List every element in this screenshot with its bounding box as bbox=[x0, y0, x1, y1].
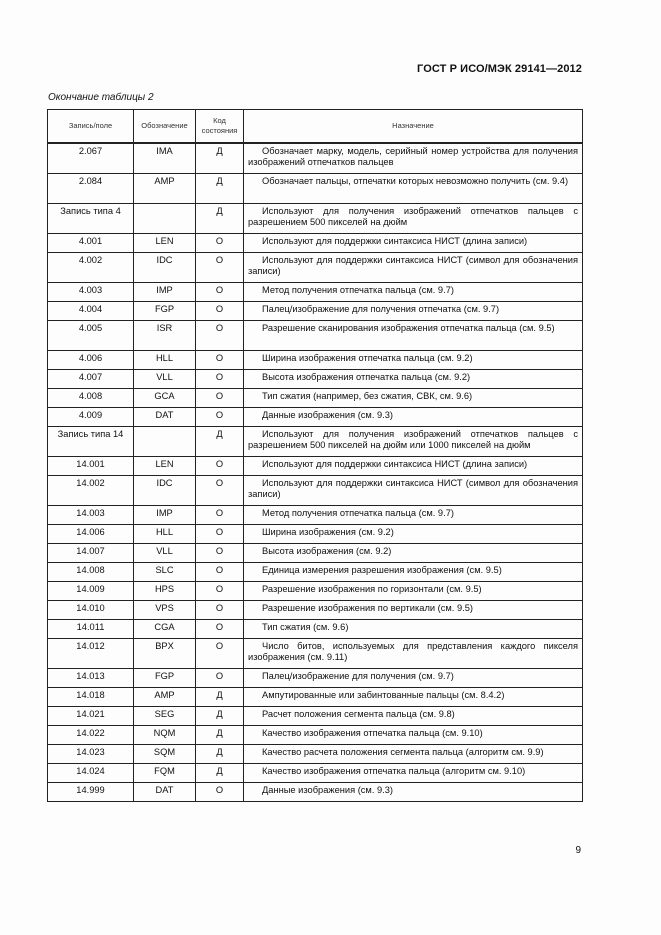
cell-description: Используют для получения изображений отпечатков пальцев с разрешением 500 пикселей на дюйм или 1000 пикселей на дюйм bbox=[244, 427, 583, 457]
cell-description: Высота изображения (см. 9.2) bbox=[244, 544, 583, 563]
cell-description: Палец/изображение для получения отпечатка (см. 9.7) bbox=[244, 302, 583, 321]
cell-field: 4.007 bbox=[48, 370, 134, 389]
cell-description: Качество изображения отпечатка пальца (см. 9.10) bbox=[244, 726, 583, 745]
cell-code: HLL bbox=[134, 351, 196, 370]
cell-description: Ампутированные или забинтованные пальцы (см. 8.4.2) bbox=[244, 688, 583, 707]
cell-field: 14.021 bbox=[48, 707, 134, 726]
cell-field: 14.003 bbox=[48, 506, 134, 525]
table-row bbox=[48, 783, 583, 802]
cell-status: О bbox=[196, 525, 244, 544]
cell-field: 14.006 bbox=[48, 525, 134, 544]
cell-field: 4.005 bbox=[48, 321, 134, 351]
table-row bbox=[48, 620, 583, 639]
cell-code: VPS bbox=[134, 601, 196, 620]
table-row bbox=[48, 174, 583, 204]
table-row bbox=[48, 253, 583, 283]
table-row bbox=[48, 476, 583, 506]
table-row bbox=[48, 601, 583, 620]
cell-code: LEN bbox=[134, 234, 196, 253]
cell-code: ISR bbox=[134, 321, 196, 351]
cell-field: 14.012 bbox=[48, 639, 134, 669]
cell-field: 14.999 bbox=[48, 783, 134, 802]
cell-code: DAT bbox=[134, 783, 196, 802]
cell-description: Данные изображения (см. 9.3) bbox=[244, 408, 583, 427]
cell-description: Расчет положения сегмента пальца (см. 9.8) bbox=[244, 707, 583, 726]
cell-status: О bbox=[196, 783, 244, 802]
cell-description: Метод получения отпечатка пальца (см. 9.7) bbox=[244, 506, 583, 525]
cell-description: Используют для поддержки синтаксиса НИСТ (символ для обозначения записи) bbox=[244, 253, 583, 283]
cell-code: FGP bbox=[134, 302, 196, 321]
cell-status: Д bbox=[196, 174, 244, 204]
cell-field: 14.002 bbox=[48, 476, 134, 506]
cell-code bbox=[134, 427, 196, 457]
column-header-status: Код состояния bbox=[196, 110, 244, 144]
cell-description: Используют для получения изображений отпечатков пальцев с разрешением 500 пикселей на дюйм bbox=[244, 204, 583, 234]
cell-status: О bbox=[196, 234, 244, 253]
table-row bbox=[48, 525, 583, 544]
cell-field: 14.001 bbox=[48, 457, 134, 476]
table-row bbox=[48, 302, 583, 321]
cell-description: Используют для поддержки синтаксиса НИСТ (символ для обозначения записи) bbox=[244, 476, 583, 506]
cell-field: 14.008 bbox=[48, 563, 134, 582]
table-row bbox=[48, 204, 583, 234]
page-number: 9 bbox=[575, 845, 581, 856]
cell-code: SQM bbox=[134, 745, 196, 764]
document-header: ГОСТ Р ИСО/МЭК 29141—2012 bbox=[417, 63, 582, 75]
table-row bbox=[48, 726, 583, 745]
cell-code: VLL bbox=[134, 370, 196, 389]
cell-description: Данные изображения (см. 9.3) bbox=[244, 783, 583, 802]
cell-status: Д bbox=[196, 688, 244, 707]
cell-code: HLL bbox=[134, 525, 196, 544]
column-header-field: Запись/поле bbox=[48, 110, 134, 144]
cell-code: IMP bbox=[134, 506, 196, 525]
cell-code: LEN bbox=[134, 457, 196, 476]
cell-description: Качество изображения отпечатка пальца (алгоритм см. 9.10) bbox=[244, 764, 583, 783]
cell-status: О bbox=[196, 506, 244, 525]
table-row bbox=[48, 408, 583, 427]
table-row bbox=[48, 669, 583, 688]
cell-field: 14.018 bbox=[48, 688, 134, 707]
cell-description: Тип сжатия (например, без сжатия, СВК, см. 9.6) bbox=[244, 389, 583, 408]
cell-code: IDC bbox=[134, 476, 196, 506]
table-row bbox=[48, 389, 583, 408]
table-row bbox=[48, 563, 583, 582]
cell-field: 2.067 bbox=[48, 143, 134, 174]
cell-status: Д bbox=[196, 427, 244, 457]
cell-status: Д bbox=[196, 707, 244, 726]
cell-status: О bbox=[196, 389, 244, 408]
cell-description: Число битов, используемых для представления каждого пикселя изображения (см. 9.11) bbox=[244, 639, 583, 669]
cell-status: О bbox=[196, 563, 244, 582]
cell-code: HPS bbox=[134, 582, 196, 601]
cell-code: IMA bbox=[134, 143, 196, 174]
cell-code: IMP bbox=[134, 283, 196, 302]
cell-status: О bbox=[196, 544, 244, 563]
cell-description: Тип сжатия (см. 9.6) bbox=[244, 620, 583, 639]
table-row bbox=[48, 688, 583, 707]
cell-status: О bbox=[196, 408, 244, 427]
cell-status: О bbox=[196, 370, 244, 389]
cell-field: 4.006 bbox=[48, 351, 134, 370]
cell-description: Разрешение сканирования изображения отпечатка пальца (см. 9.5) bbox=[244, 321, 583, 351]
table-row bbox=[48, 707, 583, 726]
cell-field: 4.008 bbox=[48, 389, 134, 408]
cell-description: Ширина изображения отпечатка пальца (см. 9.2) bbox=[244, 351, 583, 370]
cell-code: AMP bbox=[134, 688, 196, 707]
table-row bbox=[48, 745, 583, 764]
cell-status: О bbox=[196, 639, 244, 669]
cell-description: Используют для поддержки синтаксиса НИСТ (длина записи) bbox=[244, 234, 583, 253]
cell-field: 4.002 bbox=[48, 253, 134, 283]
cell-description: Разрешение изображения по горизонтали (см. 9.5) bbox=[244, 582, 583, 601]
cell-field: 14.022 bbox=[48, 726, 134, 745]
table-row bbox=[48, 457, 583, 476]
cell-code: FQM bbox=[134, 764, 196, 783]
cell-description: Обозначает марку, модель, серийный номер устройства для получения изображений отпечатков пальцев bbox=[244, 143, 583, 174]
cell-field: 14.013 bbox=[48, 669, 134, 688]
cell-field: 2.084 bbox=[48, 174, 134, 204]
column-header-purpose: Назначение bbox=[244, 110, 583, 144]
cell-code: IDC bbox=[134, 253, 196, 283]
cell-description: Качество расчета положения сегмента пальца (алгоритм см. 9.9) bbox=[244, 745, 583, 764]
cell-code: GCA bbox=[134, 389, 196, 408]
table-body bbox=[48, 143, 583, 802]
cell-status: Д bbox=[196, 143, 244, 174]
cell-status: О bbox=[196, 283, 244, 302]
table-row bbox=[48, 351, 583, 370]
cell-field: 4.004 bbox=[48, 302, 134, 321]
table-row bbox=[48, 321, 583, 351]
cell-status: Д bbox=[196, 726, 244, 745]
table-caption: Окончание таблицы 2 bbox=[48, 92, 154, 103]
cell-field: 4.003 bbox=[48, 283, 134, 302]
cell-field: Запись типа 14 bbox=[48, 427, 134, 457]
table-row bbox=[48, 506, 583, 525]
cell-status: Д bbox=[196, 204, 244, 234]
table-row bbox=[48, 370, 583, 389]
cell-code: SEG bbox=[134, 707, 196, 726]
cell-status: О bbox=[196, 457, 244, 476]
cell-field: 4.001 bbox=[48, 234, 134, 253]
table-row bbox=[48, 764, 583, 783]
cell-code: SLC bbox=[134, 563, 196, 582]
cell-status: О bbox=[196, 351, 244, 370]
table-header-row bbox=[48, 110, 583, 144]
cell-field: 14.011 bbox=[48, 620, 134, 639]
cell-field: 14.023 bbox=[48, 745, 134, 764]
cell-description: Разрешение изображения по вертикали (см. 9.5) bbox=[244, 601, 583, 620]
cell-status: О bbox=[196, 601, 244, 620]
cell-field: 14.009 bbox=[48, 582, 134, 601]
cell-description: Единица измерения разрешения изображения (см. 9.5) bbox=[244, 563, 583, 582]
cell-code: FGP bbox=[134, 669, 196, 688]
cell-status: О bbox=[196, 476, 244, 506]
cell-code: BPX bbox=[134, 639, 196, 669]
cell-status: О bbox=[196, 302, 244, 321]
table-row bbox=[48, 427, 583, 457]
cell-code: NQM bbox=[134, 726, 196, 745]
cell-field: Запись типа 4 bbox=[48, 204, 134, 234]
cell-status: О bbox=[196, 582, 244, 601]
table-row bbox=[48, 234, 583, 253]
cell-description: Обозначает пальцы, отпечатки которых невозможно получить (см. 9.4) bbox=[244, 174, 583, 204]
cell-status: О bbox=[196, 620, 244, 639]
cell-field: 14.024 bbox=[48, 764, 134, 783]
cell-description: Метод получения отпечатка пальца (см. 9.7) bbox=[244, 283, 583, 302]
table-row bbox=[48, 582, 583, 601]
cell-status: О bbox=[196, 669, 244, 688]
column-header-code: Обозначение bbox=[134, 110, 196, 144]
table-row bbox=[48, 143, 583, 174]
cell-field: 14.007 bbox=[48, 544, 134, 563]
cell-status: Д bbox=[196, 764, 244, 783]
cell-field: 14.010 bbox=[48, 601, 134, 620]
table-row bbox=[48, 544, 583, 563]
cell-status: О bbox=[196, 253, 244, 283]
cell-description: Высота изображения отпечатка пальца (см. 9.2) bbox=[244, 370, 583, 389]
cell-description: Палец/изображение для получения (см. 9.7) bbox=[244, 669, 583, 688]
cell-field: 4.009 bbox=[48, 408, 134, 427]
cell-status: Д bbox=[196, 745, 244, 764]
cell-description: Ширина изображения (см. 9.2) bbox=[244, 525, 583, 544]
cell-code: DAT bbox=[134, 408, 196, 427]
cell-status: О bbox=[196, 321, 244, 351]
cell-code bbox=[134, 204, 196, 234]
cell-code: AMP bbox=[134, 174, 196, 204]
cell-description: Используют для поддержки синтаксиса НИСТ (длина записи) bbox=[244, 457, 583, 476]
cell-code: VLL bbox=[134, 544, 196, 563]
table-row bbox=[48, 283, 583, 302]
table-row bbox=[48, 639, 583, 669]
cell-code: CGA bbox=[134, 620, 196, 639]
fields-table bbox=[47, 109, 583, 802]
